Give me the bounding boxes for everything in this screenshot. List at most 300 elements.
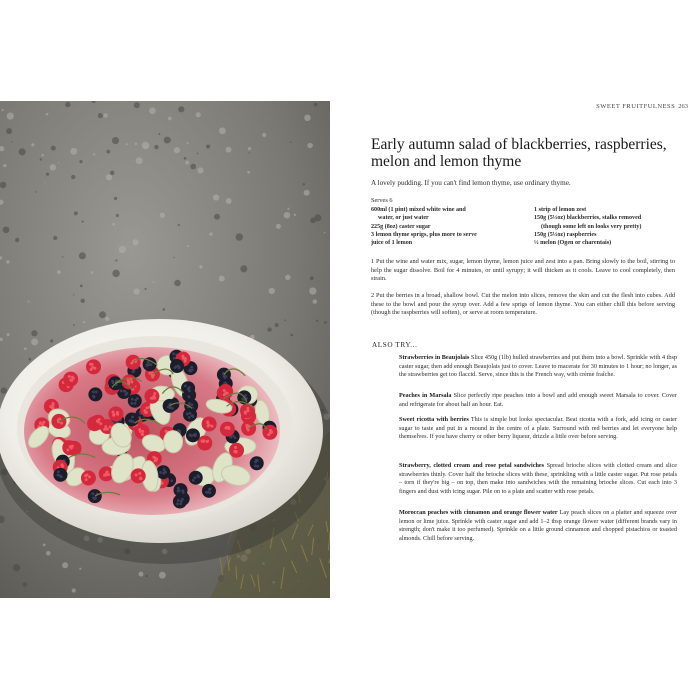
also-try-item [399,416,677,442]
stone-speck [167,591,168,592]
stone-speck [44,182,45,183]
also-try-name: Peaches in Marsala [399,392,452,399]
blackberry-drupelet [131,398,134,401]
raspberry-drupelet [247,409,250,412]
ingredient-item: water, or just water [378,215,429,222]
blackberry-drupelet [130,420,133,423]
raspberry-drupelet [269,431,272,434]
stone-speck [46,113,49,116]
raspberry-drupelet [51,402,54,405]
salad-bowl-illustration [0,101,330,598]
blackberry [181,381,195,395]
blackberry-drupelet [170,479,173,482]
ingredient-item: 150g (5½oz) blackberries, stalks removed [534,215,642,222]
raspberry-drupelet [152,395,155,398]
stone-speck [198,167,204,173]
raspberry-drupelet [98,418,101,421]
raspberry-body [197,436,212,451]
stone-speck [285,275,290,280]
also-try-text: Slice perfectly ripe peaches into a bowl and add enough sweet Marsala to cover. Cover and refrigerate for about half an hour. Eat. [399,392,677,408]
raspberry [108,406,123,421]
stone-speck [240,265,247,272]
raspberry [220,422,235,437]
stone-speck [74,211,78,215]
stone-speck [79,160,82,163]
blackberry [128,394,142,408]
blackberry-drupelet [234,436,237,439]
raspberry-drupelet [111,411,114,414]
stone-speck [247,171,250,174]
raspberry [229,443,244,458]
blackberry-body [183,408,197,422]
blackberry-drupelet [189,412,192,415]
blackberry-drupelet [91,492,94,495]
raspberry-drupelet [69,445,72,448]
raspberry-drupelet [210,425,213,428]
raspberry-drupelet [42,421,45,424]
page-number: 263 [678,103,688,110]
stone-speck [7,333,10,336]
blackberry-drupelet [120,389,123,392]
stone-speck [178,224,180,226]
raspberry [122,374,137,389]
blackberry-drupelet [146,363,149,366]
raspberry-drupelet [99,422,102,425]
raspberry-drupelet [88,475,91,478]
blackberry-drupelet [177,487,180,490]
stone-speck [31,338,38,345]
raspberry-body [131,468,146,483]
stone-speck [79,568,81,570]
stone-speck [46,551,51,556]
raspberry [63,372,78,387]
raspberry [202,416,217,431]
stone-speck [144,288,146,290]
stone-speck [46,172,49,175]
stone-speck [316,320,318,322]
stone-speck [307,143,312,148]
raspberry-drupelet [70,379,73,382]
raspberry-drupelet [85,474,88,477]
raspberry-drupelet [226,392,229,395]
raspberry-drupelet [89,363,92,366]
stone-speck [83,321,85,323]
blackberry-drupelet [57,470,60,473]
blackberry-drupelet [131,416,134,419]
blackberry-drupelet [176,503,179,506]
stone-speck [262,133,266,137]
stone-speck [72,588,76,592]
blackberry-drupelet [254,465,257,468]
raspberry-drupelet [60,422,63,425]
raspberry-drupelet [208,424,211,427]
raspberry [81,471,96,486]
blackberry-drupelet [123,390,126,393]
stone-speck [303,183,305,185]
raspberry-drupelet [109,425,112,428]
stone-speck [31,143,34,146]
stone-speck [126,143,128,145]
stone-speck [190,164,196,170]
stone-speck [184,157,187,160]
blackberry-drupelet [159,471,162,474]
raspberry-drupelet [205,440,208,443]
blackberry-drupelet [56,474,59,477]
stone-speck [40,158,42,160]
raspberry-drupelet [154,456,157,459]
stone-speck [106,150,110,154]
blackberry-drupelet [190,434,193,437]
stone-speck [314,214,321,221]
raspberry-drupelet [148,372,151,375]
recipe-page [343,101,688,598]
stone-speck [226,147,232,153]
stone-speck [43,544,46,547]
stone-speck [35,191,37,193]
stone-speck [248,152,249,153]
also-try-text: Slice 450g (1lb) hulled strawberries and put them into a bowl. Sprinkle with 4 tbsp caster sugar, then add enough Beaujolais just to cover. Leave to macerate for 30 minutes to 1 hour; no longer, as the strawberries get too flaccid. Serve, since this is the French way, with crème fraîche. [399,354,678,378]
blackberry-drupelet [194,476,197,479]
stone-speck [50,164,56,170]
blackberry-drupelet [169,406,172,409]
stone-speck [276,224,281,229]
stone-speck [62,256,64,258]
stone-speck [53,236,57,240]
stone-speck [112,137,119,144]
blackberry-drupelet [192,434,195,437]
stone-speck [174,147,180,153]
stone-speck [41,154,44,157]
raspberry [262,425,277,440]
raspberry-drupelet [233,450,236,453]
stone-speck [57,270,61,274]
blackberry [186,428,200,442]
raspberry-drupelet [247,428,250,431]
stone-speck [134,102,140,108]
blackberry-body [125,412,139,426]
recipe-intro: A lovely pudding. If you can't find lemon thyme, use ordinary thyme. [371,179,571,187]
also-try-heading: ALSO TRY... [372,341,418,349]
stone-speck [174,280,181,287]
stone-speck [119,246,126,253]
stone-speck [290,141,292,143]
raspberry [90,415,105,430]
stone-speck [0,182,6,189]
also-try-item [399,462,677,496]
blackberry-body [250,456,264,470]
ingredients-right [534,206,674,247]
also-try-text: Lay peach slices on a platter and squeeze over lemon or lime juice. Sprinkle with caster sugar and add 1–2 tbsp orange flower water (different brands vary in strength; don't make it too perfumed). Sprinkle on a little ground cinnamon and chopped pistachios or toasted almonds. Chill before serving. [399,509,677,542]
stone-speck [267,327,272,332]
stone-speck [110,171,115,176]
blackberry [189,471,203,485]
raspberry-drupelet [144,411,147,414]
blackberry [125,412,139,426]
stone-speck [71,175,75,179]
raspberry [240,403,255,418]
stone-speck [58,162,59,163]
blackberry-drupelet [136,397,139,400]
raspberry-drupelet [223,393,226,396]
stone-speck [213,194,219,200]
blackberry-drupelet [134,402,137,405]
stone-speck [219,127,226,134]
stone-speck [132,239,138,245]
raspberry [144,389,159,404]
ingredient-item: 600ml (1 pint) mixed white wine and [371,207,466,213]
blackberry [183,408,197,422]
stone-speck [116,214,119,217]
stone-speck [31,330,37,336]
stone-speck [248,147,251,150]
raspberry-drupelet [153,392,156,395]
stone-speck [313,299,317,303]
method-step-2: 2 Put the berries in a broad, shallow bowl. Cut the melon into slices, remove the skin and cut the flesh into cubes. Add these to the bowl and pour the syrup over. Add a few sprigs of lemon thyme. You can either chill this before serving (though the raspberries will soften), or serve at room temperature. [371,292,675,316]
ingredient-item: ½ melon (Ogen or charentais) [534,240,612,247]
stone-speck [51,146,56,151]
ingredient-item: 150g (5½oz) raspberries [534,231,597,238]
blackberry-drupelet [189,369,192,372]
raspberry-drupelet [234,446,237,449]
raspberry-drupelet [139,430,142,433]
section-name: SWEET FRUITFULNESS [596,103,676,110]
stone-speck [158,133,160,135]
ingredient-item: (though some left on looks very pretty) [541,223,642,230]
blackberry-drupelet [255,459,258,462]
stone-speck [80,299,84,303]
blackberry-drupelet [224,376,227,379]
blackberry-drupelet [179,502,182,505]
stone-speck [6,260,9,263]
blackberry [88,387,102,401]
stone-speck [82,220,84,222]
stone-speck [187,245,189,247]
blackberry [202,484,216,498]
stone-speck [135,143,138,146]
blackberry-drupelet [92,391,95,394]
stone-speck [168,117,172,121]
blackberry-drupelet [192,415,195,418]
stone-speck [91,271,94,274]
stone-speck [3,226,10,233]
stone-speck [275,323,279,327]
stone-speck [236,233,244,241]
blackberry-drupelet [256,465,259,468]
raspberry-drupelet [135,473,138,476]
blackberry [53,468,67,482]
stone-speck [145,575,147,577]
stone-speck [269,288,275,294]
raspberry-drupelet [154,459,157,462]
blackberry-drupelet [181,498,184,501]
stone-speck [99,311,106,318]
blackberry-drupelet [172,352,175,355]
stone-speck [115,259,117,261]
stone-speck [50,339,53,342]
blackberry-drupelet [124,393,127,396]
raspberry-drupelet [141,433,144,436]
blackberry [250,456,264,470]
stone-speck [185,161,189,165]
raspberry-drupelet [145,407,148,410]
blackberry-drupelet [164,471,167,474]
also-try-item [399,354,677,380]
serves: Serves 6 [371,197,393,204]
stone-speck [310,276,314,280]
stone-speck [28,301,30,303]
ingredient-item: 225g (8oz) caster sugar [371,223,431,230]
blackberry-drupelet [177,490,180,493]
stone-speck [6,128,12,134]
stone-speck [199,265,202,268]
also-try-name: Strawberry, clotted cream and rose petal sandwiches [399,462,545,469]
blackberry-drupelet [93,497,96,500]
stone-speck [80,284,83,287]
raspberry-drupelet [66,449,69,452]
blackberry [173,495,187,509]
stone-speck [105,317,109,321]
blackberry-body [88,387,102,401]
running-head [596,103,688,110]
raspberry-drupelet [227,426,230,429]
also-try-text: This is simple but looks spectacular. Beat ricotta with a fork, add icing or caster sugar to taste and put in a mound in the centre of a plate. Surround with red berries and let everyone help themselves. If you have cherry or other berry liqueur, drizzle a little over before serving. [399,416,677,440]
stone-speck [70,148,77,155]
stone-speck [65,102,71,108]
stone-speck [209,232,213,236]
blackberry-drupelet [208,488,211,491]
blackberry-drupelet [182,491,185,494]
blackberry-drupelet [188,390,191,393]
raspberry-drupelet [103,474,106,477]
raspberry-drupelet [223,389,226,392]
ingredient-item: 1 strip of lemon zest [534,207,587,213]
blackberry-drupelet [173,357,176,360]
raspberry-drupelet [200,440,203,443]
stone-speck [134,288,140,294]
blackberry-drupelet [188,416,191,419]
stone-speck [304,114,311,121]
ingredients-left [371,206,528,247]
blackberry [170,359,184,373]
raspberry-drupelet [182,357,185,360]
stone-speck [166,137,171,142]
stone-speck [98,113,103,118]
blackberry-drupelet [60,475,63,478]
raspberry-body [81,471,96,486]
blackberry-drupelet [111,380,114,383]
stone-speck [19,148,26,155]
stone-speck [103,113,107,117]
method-step-1: 1 Put the wine and water mix, sugar, lemon thyme, lemon juice and zest into a pan. Bring slowly to the boil, stirring to help the sugar dissolve. Boil for 4 minutes, or until syrupy; it will thicken as it cools. Leave to cool completely, then strain. [371,258,675,282]
stone-speck [7,112,14,119]
raspberry-drupelet [127,380,130,383]
stone-speck [12,141,13,142]
stone-speck [196,112,201,117]
stone-speck [178,106,184,112]
stone-speck [79,252,86,259]
stone-speck [162,308,165,311]
blackberry-drupelet [177,429,180,432]
stone-speck [324,321,327,324]
stone-speck [112,223,115,226]
stone-speck [3,164,6,167]
blackberry-drupelet [174,366,177,369]
recipe-title: Early autumn salad of blackberries, raspberries, melon and lemon thyme [371,136,667,170]
stone-speck [142,142,150,150]
raspberry-drupelet [151,376,154,379]
blackberry-drupelet [192,479,195,482]
raspberry-drupelet [49,405,52,408]
stone-speck [73,324,75,326]
stone-speck [106,174,112,180]
raspberry-drupelet [244,410,247,413]
blackberry-drupelet [92,395,95,398]
raspberry-drupelet [71,376,74,379]
stone-speck [309,287,316,294]
stone-speck [324,232,326,234]
blackberry-drupelet [147,361,150,364]
stone-speck [24,347,27,350]
stone-speck [160,213,165,218]
stone-speck [136,157,143,164]
blackberry-drupelet [186,412,189,415]
stone-speck [314,103,318,107]
stone-speck [114,197,117,200]
raspberry [62,440,77,455]
raspberry-drupelet [68,375,71,378]
stone-speck [197,153,199,155]
blackberry-drupelet [224,381,227,384]
also-try-name: Moroccan peaches with cinnamon and orange flower water [399,509,558,516]
stone-speck [138,572,143,577]
salad-bowl-photo [0,101,330,598]
blackberry-drupelet [177,499,180,502]
stone-speck [23,582,28,587]
stone-speck [28,358,31,361]
raspberry-drupelet [138,472,141,475]
stone-speck [154,145,158,149]
stone-speck [226,198,232,204]
stone-speck [13,564,20,571]
blackberry-drupelet [242,397,245,400]
stone-speck [304,190,310,196]
stone-speck [1,109,3,111]
raspberry-drupelet [104,427,107,430]
stone-speck [1,387,7,393]
blackberry-drupelet [190,403,193,406]
blackberry-drupelet [188,395,191,398]
stone-speck [287,208,289,210]
also-try-name: Strawberries in Beaujolais [399,354,470,361]
blackberry-body [173,495,187,509]
also-try-name: Sweet ricotta with berries [399,416,469,423]
raspberry-body [144,389,159,404]
stone-speck [186,142,188,144]
blackberry-drupelet [184,384,187,387]
blackberry-drupelet [244,394,247,397]
also-try-text: Spread brioche slices with clotted cream and slice strawberries thinly. Cover half the brioche slices with these, sprinkling with a little caster sugar. Put rose petals – torn if they're big – on top, then make into sandwiches with the remaining brioche slices. Cut each into 3 fingers and dust with icing sugar. Pile on to a plate and scatter with rose petals. [399,462,677,495]
raspberry-drupelet [116,413,119,416]
melon-slice [163,430,183,453]
blackberry-drupelet [178,366,181,369]
stone-speck [214,214,220,220]
raspberry-drupelet [112,414,115,417]
blackberry-body [202,484,216,498]
stone-speck [284,212,291,219]
stone-speck [294,214,296,216]
stone-speck [93,153,95,155]
raspberry-body [108,406,123,421]
